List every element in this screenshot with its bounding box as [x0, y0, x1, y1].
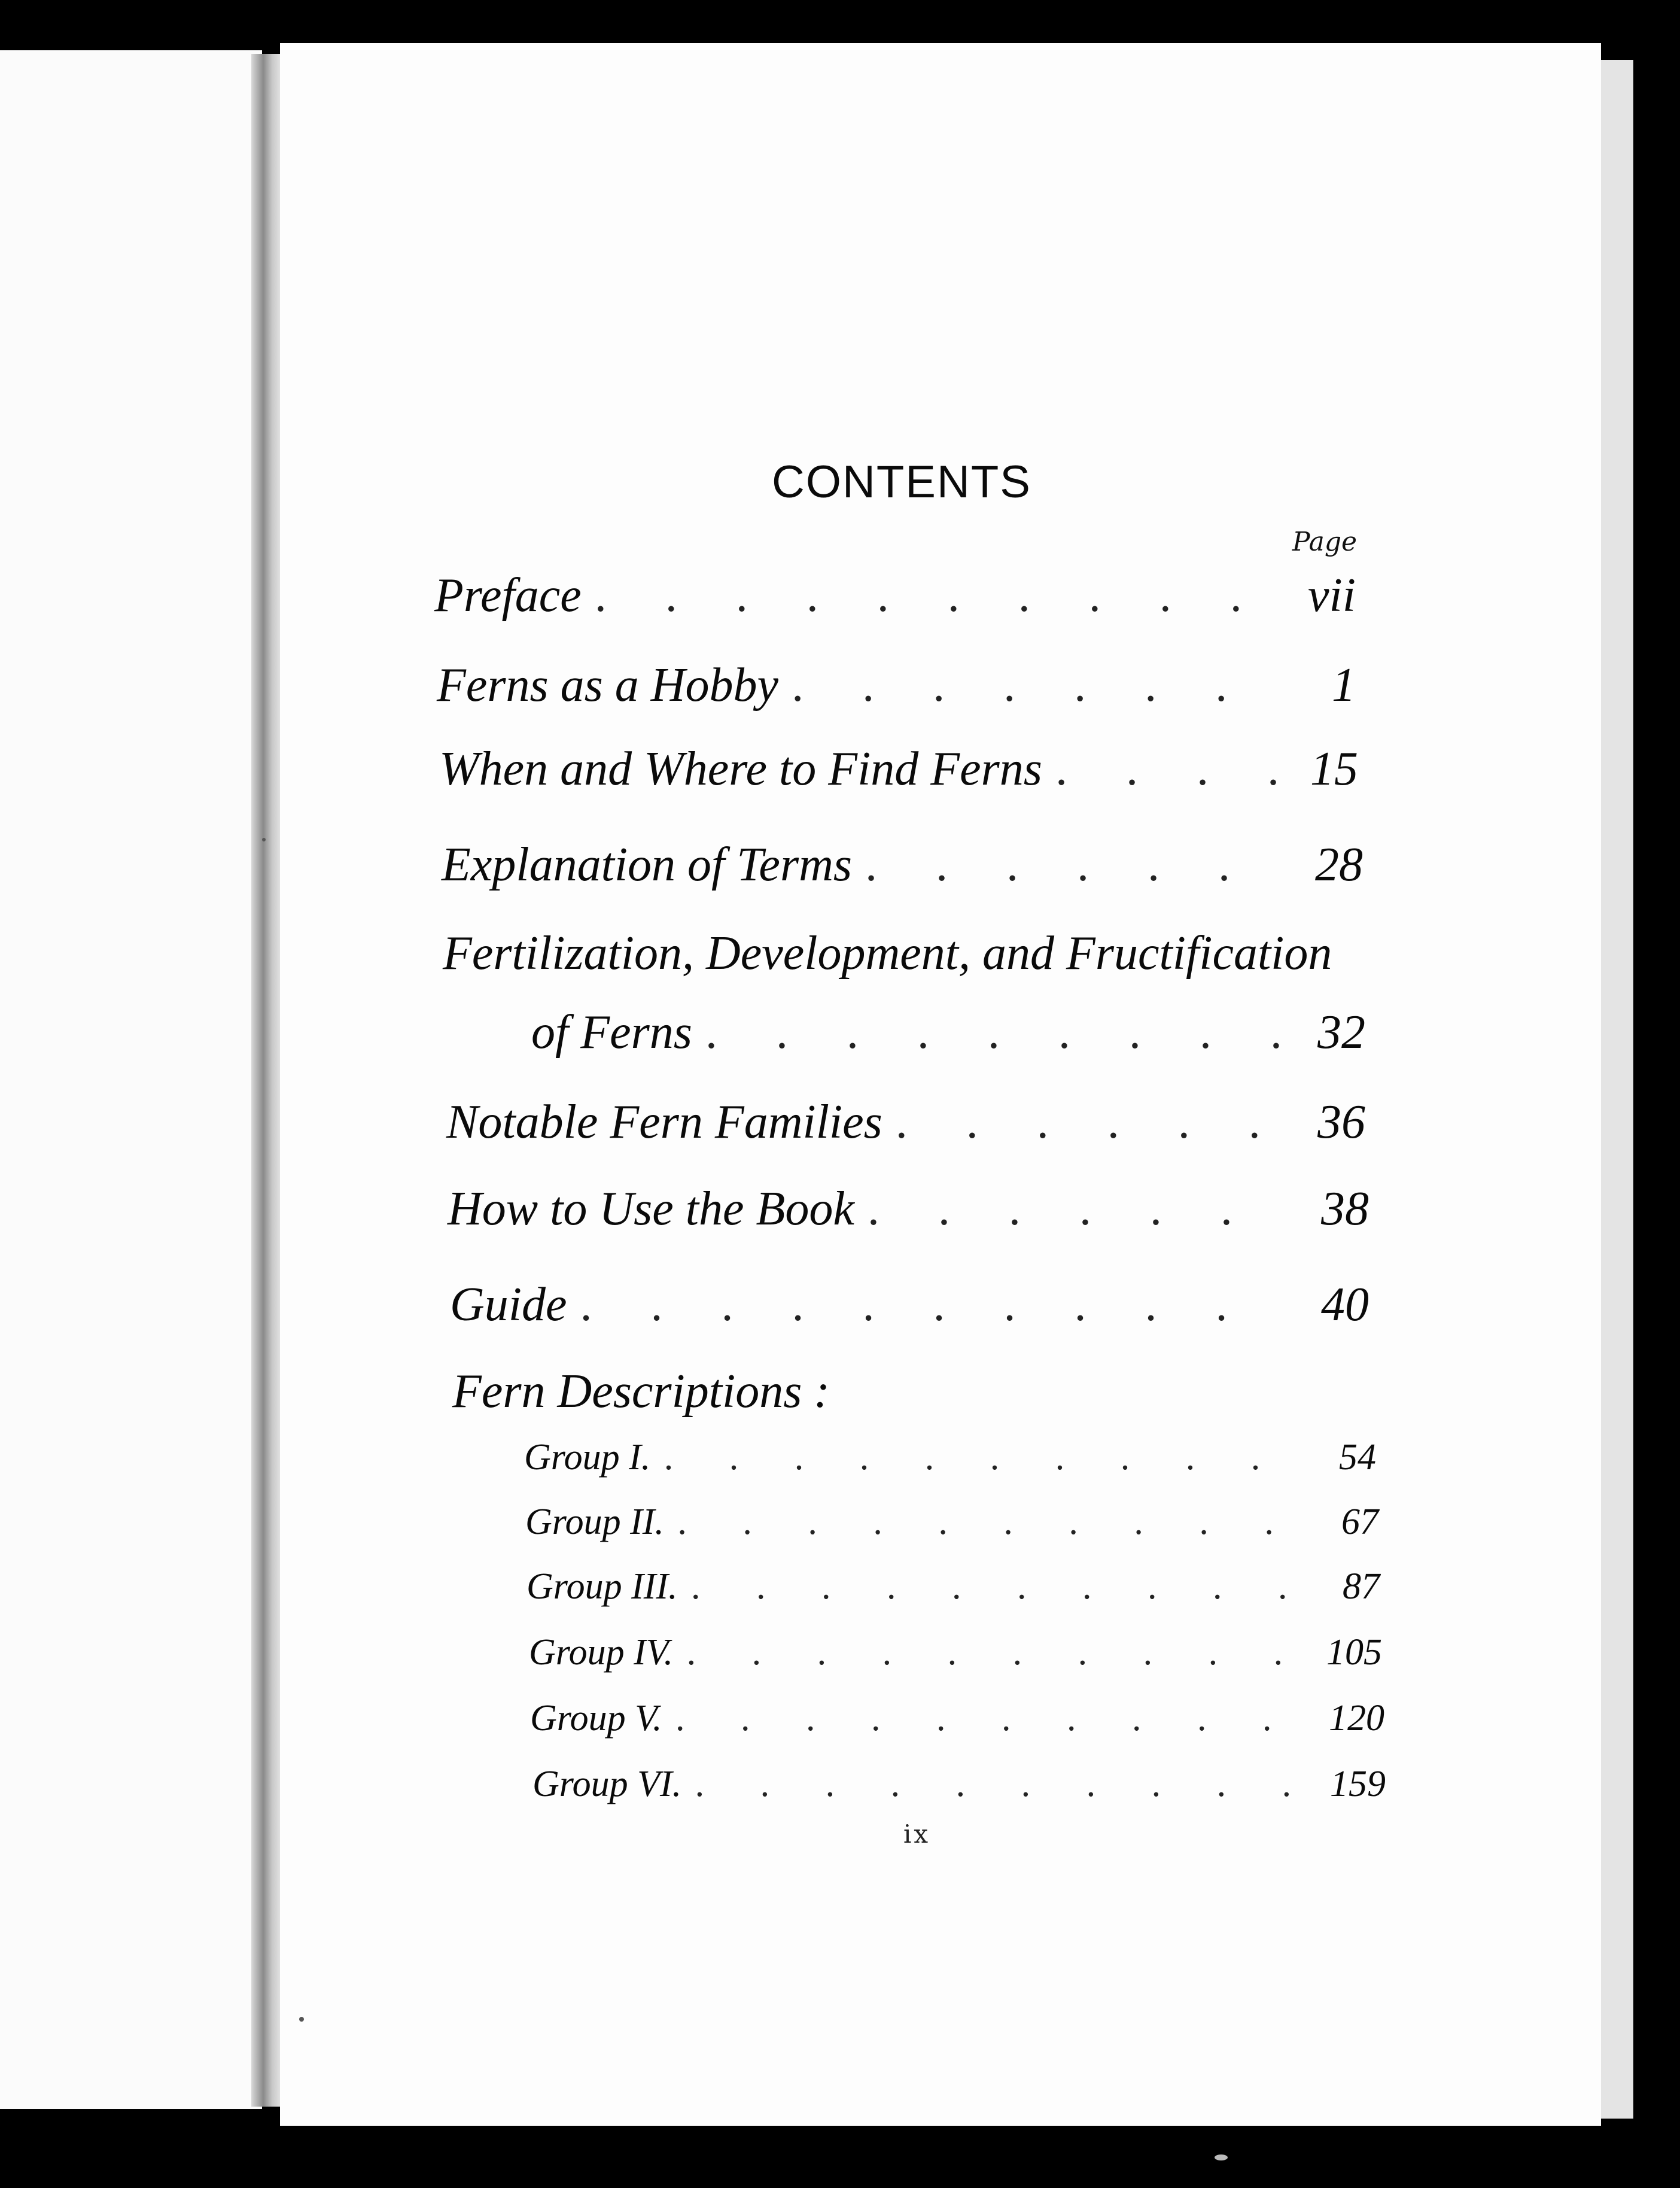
- toc-entry-page: 32: [1317, 1006, 1365, 1059]
- book-gutter: [251, 54, 281, 2107]
- toc-entry-title: Group IV.: [529, 1632, 674, 1673]
- toc-entry[interactable]: [446, 1095, 1365, 1149]
- page-title: CONTENTS: [772, 457, 1031, 508]
- toc-entry-title: How to Use the Book: [448, 1183, 854, 1235]
- toc-entry[interactable]: [450, 1278, 1369, 1332]
- dot-leader: [707, 1005, 1285, 1060]
- dot-leader: [596, 569, 1276, 623]
- toc-entry-title: Notable Fern Families: [446, 1096, 882, 1148]
- dot-leader: [866, 838, 1283, 892]
- page-column-label: Page: [1292, 527, 1358, 557]
- toc-entry-page: 87: [1343, 1566, 1380, 1607]
- toc-entry-page: 28: [1315, 838, 1363, 891]
- toc-entry-title: When and Where to Find Ferns: [439, 743, 1042, 795]
- toc-entry-title: Group V.: [530, 1698, 662, 1739]
- toc-entry-page: 38: [1321, 1183, 1369, 1235]
- paper-speck: [262, 838, 266, 841]
- toc-entry-title: Group III.: [526, 1566, 678, 1607]
- page-number: ix: [903, 1819, 931, 1849]
- toc-group-entry[interactable]: [529, 1631, 1382, 1685]
- toc-entry-title: Group I.: [524, 1437, 651, 1478]
- paper-speck: [299, 2017, 304, 2022]
- dot-leader: [696, 1763, 1305, 1806]
- toc-entry-page: 40: [1321, 1278, 1369, 1331]
- toc-entry-page: 105: [1326, 1632, 1382, 1673]
- toc-entry-page: 67: [1341, 1502, 1378, 1542]
- toc-entry[interactable]: [448, 1182, 1369, 1236]
- toc-entry[interactable]: [439, 742, 1358, 796]
- toc-entry-title: Group VI.: [532, 1764, 682, 1804]
- toc-entry-page: 54: [1339, 1437, 1376, 1478]
- section-heading: Fern Descriptions :: [452, 1365, 830, 1418]
- dot-leader: [665, 1436, 1296, 1479]
- dot-leader: [678, 1501, 1298, 1543]
- toc-entry[interactable]: [434, 569, 1356, 622]
- dot-leader: [1057, 742, 1278, 797]
- dot-leader: [687, 1631, 1302, 1674]
- dot-leader: [676, 1697, 1304, 1740]
- toc-group-entry[interactable]: [526, 1566, 1380, 1619]
- dot-leader: [692, 1566, 1299, 1608]
- toc-entry-title: Group II.: [525, 1502, 664, 1542]
- toc-group-entry[interactable]: [524, 1436, 1376, 1490]
- dot-leader: [793, 658, 1276, 713]
- toc-entry-page: 120: [1329, 1698, 1384, 1739]
- dot-leader: [869, 1182, 1289, 1236]
- dot-leader: [582, 1278, 1289, 1332]
- toc-entry-page: 159: [1330, 1764, 1386, 1804]
- toc-entry-page: vii: [1308, 569, 1356, 622]
- toc-group-entry[interactable]: [532, 1763, 1386, 1817]
- toc-entry-title: Ferns as a Hobby: [437, 659, 779, 712]
- toc-entry-page: 36: [1317, 1096, 1365, 1148]
- scan-artifact: [1215, 2154, 1228, 2160]
- toc-entry-page: 15: [1310, 743, 1358, 795]
- toc-entry-title: Explanation of Terms: [442, 838, 852, 891]
- toc-entry[interactable]: [437, 658, 1356, 712]
- toc-entry-continuation: of Ferns: [531, 1006, 692, 1059]
- dot-leader: [897, 1095, 1285, 1150]
- toc-entry-page: 1: [1332, 659, 1356, 712]
- toc-entry[interactable]: [442, 838, 1363, 892]
- toc-entry-title: Preface: [434, 569, 582, 622]
- toc-entry-title[interactable]: Fertilization, Development, and Fructification: [443, 927, 1332, 980]
- toc-group-entry[interactable]: [530, 1697, 1384, 1751]
- toc-entry[interactable]: [531, 1005, 1365, 1059]
- toc-group-entry[interactable]: [525, 1501, 1378, 1555]
- facing-page: [0, 50, 262, 2109]
- toc-entry-title: Guide: [450, 1278, 567, 1331]
